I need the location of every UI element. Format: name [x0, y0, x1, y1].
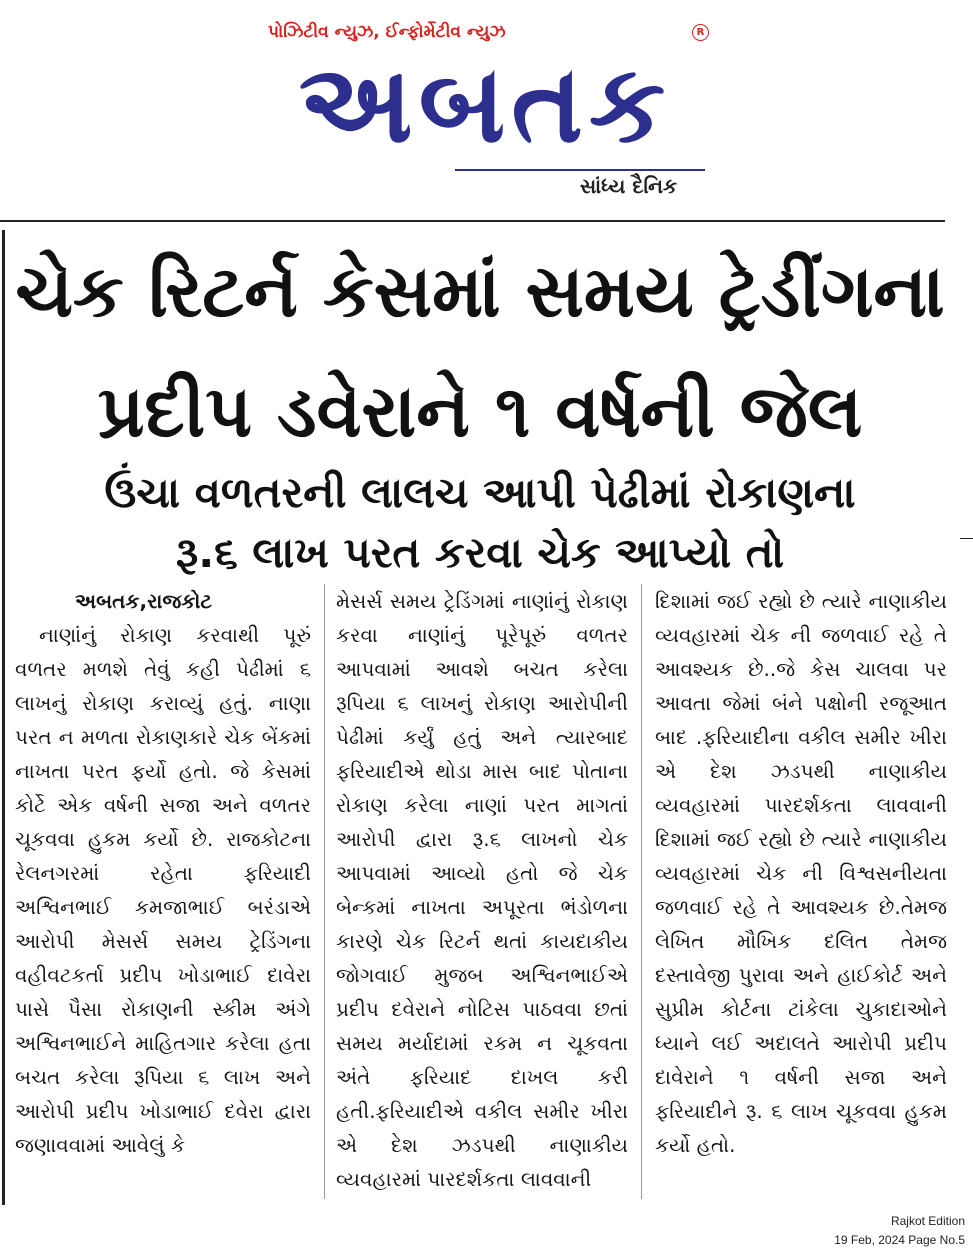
column-3-text: દિશામાં જઈ રહ્યો છે ત્યારે નાણાકીય વ્યવહારમાં ચેક ની જળવાઈ રહે તે આવશ્યક છે..જે કેસ ચાલવા પર આવતા જેમાં બંને પક્ષોની રજૂઆત બાદ .ફરિયાદીના વકીલ સમીર ખીરા એ દેશ ઝડપથી નાણાકીય વ્યવહારમાં પારદર્શકતા લાવવાની દિશામાં જઈ રહ્યો છે ત્યારે નાણાકીય વ્યવહારમાં ચેક ની વિશ્વસનીયતા જળવાઈ રહે તે આવશ્યક છે.તેમજ લેખિત મૌખિક દલિત તેમજ દસ્તાવેજી પુરાવા અને હાઈકોર્ટ અને સુપ્રીમ કોર્ટના ટાંકેલા ચુકાદાઓને ધ્યાને લઈ અદાલતે આરોપી પ્રદીપ દાવેરાને ૧ વર્ષની સજા અને ફરિયાદીને રૂ. ૬ લાખ ચૂકવવા હુકમ કર્યો હતો. [655, 589, 947, 1157]
tagline: પોઝિટીવ ન્યુઝ, ઈન્ફોર્મેટીવ ન્યુઝ [268, 22, 506, 42]
date-page-label: 19 Feb, 2024 Page No.5 [834, 1233, 965, 1247]
edition-label: Rajkot Edition [890, 1214, 965, 1228]
column-1-text: નાણાંનું રોકાણ કરવાથી પૂરું વળતર મળશે તેવું કહી પેઢીમાં ૬ લાખનું રોકાણ કરાવ્યું હતું. નાણા પરત ન મળતા રોકાણકારે ચેક બેંકમાં નાખતા પરત ફર્યો હતો. જે કેસમાં કોર્ટે એક વર્ષની સજા અને વળતર ચૂકવવા હુકમ કર્યો છે. રાજકોટના રેલનગરમાં રહેતા ફરિયાદી અશ્વિનભાઈ કમજાભાઈ બરંડાએ આરોપી મેસર્સ સમય ટ્રેડિંગના વહીવટકર્તા પ્રદીપ ખોડાભાઈ દાવેરા પાસે પૈસા રોકાણની સ્કીમ અંગે અશ્વિનભાઈને માહિતગાર કરેલા હતા બચત કરેલા રૂપિયા ૬ લાખ અને આરોપી પ્રદીપ ખોડાભાઈ દવેરા દ્વારા જણાવવામાં આવેલું કે [15, 623, 311, 1157]
crop-mark [960, 538, 973, 539]
registered-mark-icon: R [692, 24, 709, 41]
dateline: અબતક,રાજકોટ [75, 589, 213, 613]
header-divider [0, 220, 945, 222]
article-column-1 [15, 584, 311, 1204]
headline-line-1: ચેક રિટર્ન કેસમાં સમય ટ્રેડીંગના [15, 249, 945, 333]
masthead-subtitle: સાંધ્ય દૈનિક [580, 174, 678, 198]
newspaper-logo: અબતક [298, 42, 672, 167]
column-2-text: મેસર્સ સમય ટ્રેડિંગમાં નાણાંનું રોકાણ કરવા નાણાંનું પૂરેપૂરું વળતર આપવામાં આવશે બચત કરેલા રૂપિયા ૬ લાખનું રોકાણ આરોપીની પેઢીમાં કર્યું હતું અને ત્યારબાદ ફરિયાદીએ થોડા માસ બાદ પોતાના રોકાણ કરેલા નાણાં પરત માગતાં આરોપી દ્વારા રૂ.૬ લાખનો ચેક આપવામાં આવ્યો હતો જે ચેક બેન્કમાં નાખતા અપૂરતા ભંડોળના કારણે ચેક રિટર્ન થતાં કાયદાકીય જોગવાઈ મુજબ અશ્વિનભાઈએ પ્રદીપ દવેરાને નોટિસ પાઠવવા છતાં સમય મર્યાદામાં રકમ ન ચૂકવતા અંતે ફરિયાદ દાખલ કરી હતી.ફરિયાદીએ વકીલ સમીર ખીરા એ દેશ ઝડપથી નાણાકીય વ્યવહારમાં પારદર્શકતા લાવવાની [336, 589, 628, 1191]
headline-line-2: પ્રદીપ ડવેરાને ૧ વર્ષની જેલ [97, 369, 863, 453]
column-divider [324, 584, 325, 1199]
article-side-rule [2, 230, 5, 1205]
column-divider [641, 584, 642, 1199]
article-column-2 [336, 584, 628, 1204]
logo-underline [455, 169, 705, 171]
article-column-3 [655, 584, 947, 1204]
masthead [0, 0, 973, 222]
subheadline-line-2: રૂ.૬ લાખ પરત કરવા ચેક આપ્યો તો [175, 528, 785, 577]
subheadline-line-1: ઉંચા વળતરની લાલચ આપી પેઢીમાં રોકાણના [104, 468, 856, 517]
